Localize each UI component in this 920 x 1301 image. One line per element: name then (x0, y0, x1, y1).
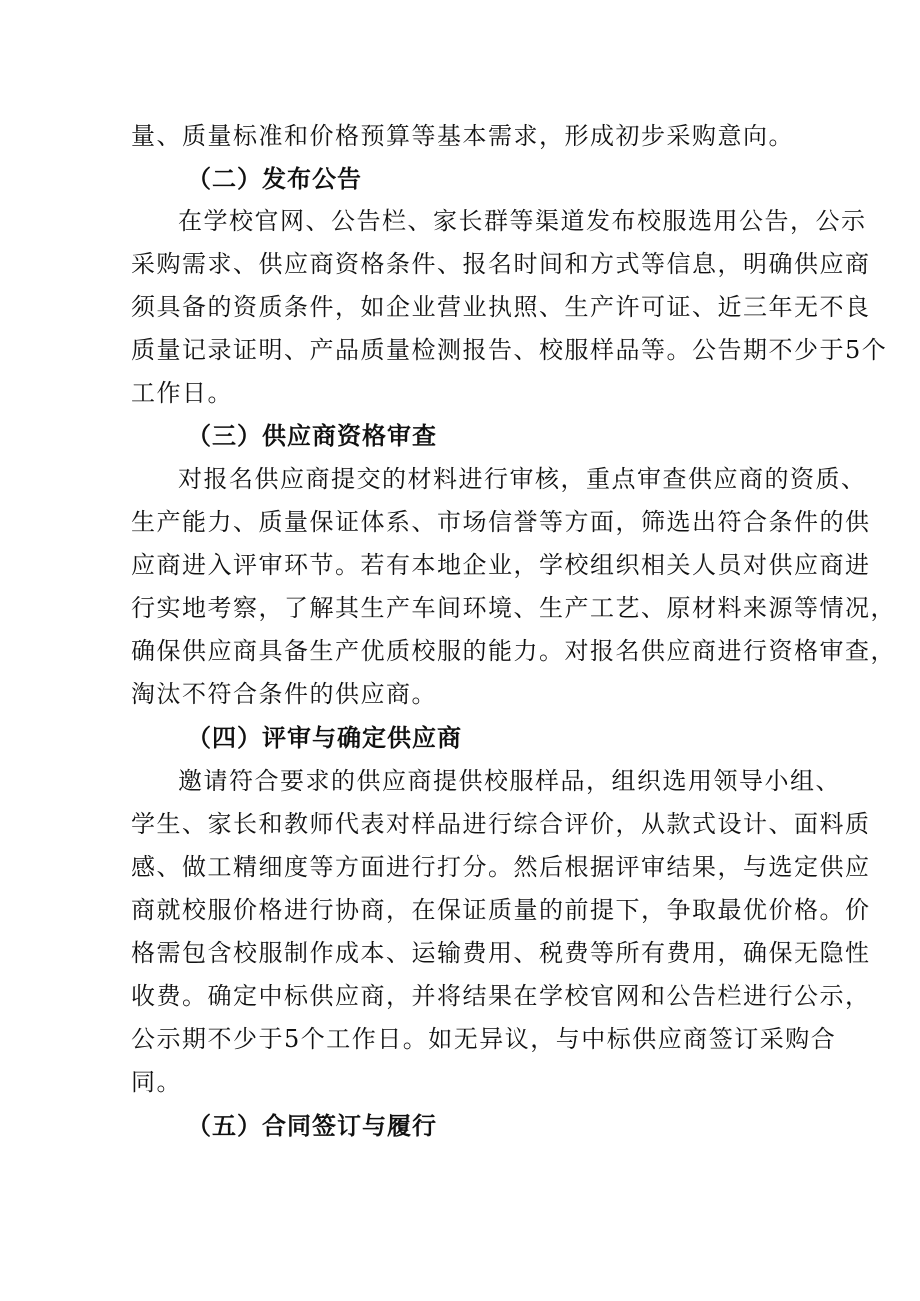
paragraph-line: 同。 (131, 1068, 182, 1096)
paragraph-line: 格需包含校服制作成本、运输费用、税费等所有费用，确保无隐性 (131, 939, 871, 967)
section-heading-4: （四）评审与确定供应商 (187, 723, 462, 752)
paragraph-line: 行实地考察，了解其生产车间环境、生产工艺、原材料来源等情况， (131, 594, 896, 622)
paragraph-line: 淘汰不符合条件的供应商。 (131, 680, 437, 708)
paragraph-line: 量、质量标准和价格预算等基本需求，形成初步采购意向。 (131, 122, 794, 150)
paragraph-line: 确保供应商具备生产优质校服的能力。对报名供应商进行资格审查， (131, 637, 896, 665)
paragraph-line: 感、做工精细度等方面进行打分。然后根据评审结果，与选定供应 (131, 853, 871, 881)
paragraph-line: 商就校服价格进行协商，在保证质量的前提下，争取最优价格。价 (131, 896, 871, 924)
paragraph-line: 邀请符合要求的供应商提供校服样品，组织选用领导小组、 (178, 767, 841, 795)
paragraph-line: 在学校官网、公告栏、家长群等渠道发布校服选用公告，公示 (178, 207, 867, 235)
paragraph-line: 对报名供应商提交的材料进行审核，重点审查供应商的资质、 (178, 465, 867, 493)
paragraph-line: 收费。确定中标供应商，并将结果在学校官网和公告栏进行公示， (131, 982, 871, 1010)
paragraph-line: 学生、家长和教师代表对样品进行综合评价，从款式设计、面料质 (131, 810, 871, 838)
paragraph-line: 应商进入评审环节。若有本地企业，学校组织相关人员对供应商进 (131, 551, 871, 579)
section-heading-2: （二）发布公告 (187, 164, 362, 193)
paragraph-line: 须具备的资质条件，如企业营业执照、生产许可证、近三年无不良 (131, 293, 871, 321)
section-heading-3: （三）供应商资格审查 (187, 421, 437, 450)
paragraph-line: 质量记录证明、产品质量检测报告、校服样品等。公告期不少于5个 (131, 336, 888, 364)
paragraph-line: 公示期不少于5个工作日。如无异议，与中标供应商签订采购合 (131, 1025, 837, 1053)
section-heading-5: （五）合同签订与履行 (187, 1111, 437, 1140)
paragraph-line: 采购需求、供应商资格条件、报名时间和方式等信息，明确供应商 (131, 250, 871, 278)
paragraph-line: 生产能力、质量保证体系、市场信誉等方面，筛选出符合条件的供 (131, 508, 871, 536)
paragraph-line: 工作日。 (131, 379, 233, 407)
